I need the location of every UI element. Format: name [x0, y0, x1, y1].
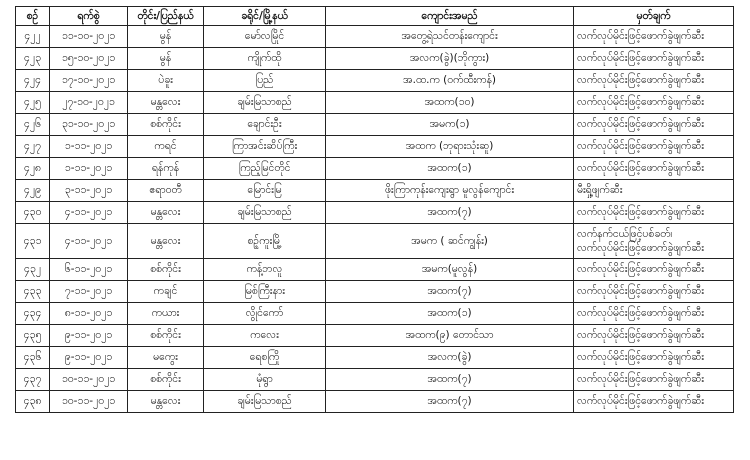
header-region: တိုင်း/ပြည်နယ်: [128, 7, 204, 26]
cell-serial: ၄၃၀: [16, 202, 50, 224]
cell-serial: ၄၂၂: [16, 26, 50, 48]
cell-serial: ၄၃၅: [16, 325, 50, 347]
cell-date: ၁-၁၁-၂၀၂၁: [50, 136, 128, 158]
cell-date: ၇-၁၁-၂၀၂၁: [50, 281, 128, 303]
cell-school: အလက(ခွဲ): [326, 347, 574, 369]
table-row: [16, 202, 734, 224]
header-serial: စဉ်: [16, 7, 50, 26]
cell-serial: ၄၃၆: [16, 347, 50, 369]
incident-table: [15, 6, 734, 413]
cell-township: ပြည်: [204, 70, 326, 92]
cell-date: ၂၇-၁၀-၂၀၂၁: [50, 92, 128, 114]
cell-school: အထက(၇): [326, 202, 574, 224]
cell-date: ၁၁-၁၀-၂၀၂၁: [50, 26, 128, 48]
cell-remark: လက်လုပ်မိုင်းဖြင့်ဖောက်ခွဲဖျက်ဆီး: [574, 369, 734, 391]
cell-date: ၈-၁၁-၂၀၂၁: [50, 303, 128, 325]
cell-date: ၄-၁၁-၂၀၂၁: [50, 202, 128, 224]
cell-township: ကလေး: [204, 325, 326, 347]
table-row: [16, 303, 734, 325]
cell-township: ကြည့်မြင်တိုင်: [204, 158, 326, 180]
cell-region: ဧရာဝတီ: [128, 180, 204, 202]
cell-region: ကရင်: [128, 136, 204, 158]
cell-region: ကယား: [128, 303, 204, 325]
cell-serial: ၄၂၇: [16, 136, 50, 158]
cell-date: ၉-၁၁-၂၀၂၁: [50, 325, 128, 347]
table-header-row: [16, 7, 734, 26]
cell-township: ချမ်းမြသာစည်: [204, 391, 326, 413]
cell-date: ၁၀-၁၁-၂၀၂၁: [50, 391, 128, 413]
table-row: [16, 92, 734, 114]
cell-region: ပဲခူး: [128, 70, 204, 92]
cell-township: လွိုင်ကော်: [204, 303, 326, 325]
cell-serial: ၄၃၄: [16, 303, 50, 325]
cell-date: ၄-၁၁-၂၀၂၁: [50, 224, 128, 259]
cell-township: မော်လမြိုင်: [204, 26, 326, 48]
cell-school: အတွေ့ရဲသင်တန်းကျောင်း: [326, 26, 574, 48]
table-row: [16, 114, 734, 136]
cell-region: မွန်: [128, 48, 204, 70]
cell-region: စစ်ကိုင်း: [128, 325, 204, 347]
table-row: [16, 369, 734, 391]
cell-township: ချောင်းဦး: [204, 114, 326, 136]
cell-serial: ၄၂၄: [16, 70, 50, 92]
cell-remark: လက်လုပ်မိုင်းဖြင့်ဖောက်ခွဲဖျက်ဆီး: [574, 92, 734, 114]
cell-serial: ၄၂၉: [16, 180, 50, 202]
cell-remark: လက်လုပ်မိုင်းဖြင့်ဖောက်ခွဲဖျက်ဆီး: [574, 26, 734, 48]
cell-remark: လက်လုပ်မိုင်းဖြင့်ဖောက်ခွဲဖျက်ဆီး: [574, 114, 734, 136]
cell-region: စစ်ကိုင်း: [128, 369, 204, 391]
table-row: [16, 48, 734, 70]
cell-serial: ၄၂၅: [16, 92, 50, 114]
cell-school: အ.ထ.က (ဝက်ထီးကန်): [326, 70, 574, 92]
cell-remark: လက်လုပ်မိုင်းဖြင့်ဖောက်ခွဲဖျက်ဆီး: [574, 347, 734, 369]
header-township: ခရိုင်/မြို့နယ်: [204, 7, 326, 26]
cell-region: ကချင်: [128, 281, 204, 303]
cell-remark: လက်လုပ်မိုင်းဖြင့်ဖောက်ခွဲဖျက်ဆီး: [574, 259, 734, 281]
cell-date: ၃-၁၁-၂၀၂၁: [50, 180, 128, 202]
cell-date: ၆-၁၁-၂၀၂၁: [50, 259, 128, 281]
cell-remark: လက်လုပ်မိုင်းဖြင့်ဖောက်ခွဲဖျက်ဆီး: [574, 303, 734, 325]
cell-township: မုံရွာ: [204, 369, 326, 391]
cell-school: အထက(၁၀): [326, 92, 574, 114]
cell-township: စဉ့်ကူးမြို့: [204, 224, 326, 259]
cell-township: ကန့်ဘလူ: [204, 259, 326, 281]
cell-date: ၁၀-၁၁-၂၀၂၁: [50, 369, 128, 391]
cell-date: ၁၅-၁၀-၂၀၂၁: [50, 48, 128, 70]
cell-remark: လက်လုပ်မိုင်းဖြင့်ဖောက်ခွဲဖျက်ဆီး: [574, 325, 734, 347]
table-row: [16, 70, 734, 92]
cell-region: မွန်: [128, 26, 204, 48]
cell-serial: ၄၂၃: [16, 48, 50, 70]
cell-school: အထက(၁): [326, 303, 574, 325]
cell-remark: လက်လုပ်မိုင်းဖြင့်ဖောက်ခွဲဖျက်ဆီး: [574, 70, 734, 92]
table-row: [16, 325, 734, 347]
cell-serial: ၄၃၁: [16, 224, 50, 259]
table-row: [16, 180, 734, 202]
cell-region: မန္တလေး: [128, 391, 204, 413]
cell-remark: လက်လုပ်မိုင်းဖြင့်ဖောက်ခွဲဖျက်ဆီး: [574, 48, 734, 70]
cell-school: အထက(၇): [326, 281, 574, 303]
cell-region: မန္တလေး: [128, 224, 204, 259]
table-row: [16, 391, 734, 413]
header-date: ရက်စွဲ: [50, 7, 128, 26]
cell-date: ၁-၁၁-၂၀၂၁: [50, 158, 128, 180]
cell-serial: ၄၃၇: [16, 369, 50, 391]
table-row: [16, 26, 734, 48]
cell-school: အမက(မူလွန်): [326, 259, 574, 281]
cell-remark: လက်လုပ်မိုင်းဖြင့်ဖောက်ခွဲဖျက်ဆီး: [574, 158, 734, 180]
cell-township: ချမ်းမြသာစည်: [204, 202, 326, 224]
table-row: [16, 136, 734, 158]
cell-remark: မီးရှို့ဖျက်ဆီး: [574, 180, 734, 202]
cell-township: ချမ်းမြသာစည်: [204, 92, 326, 114]
cell-school: အထက (ဘုရားသုံးဆူ): [326, 136, 574, 158]
table-row: [16, 158, 734, 180]
cell-region: မန္တလေး: [128, 92, 204, 114]
table-row: [16, 259, 734, 281]
header-remark: မှတ်ချက်: [574, 7, 734, 26]
table-row: [16, 347, 734, 369]
cell-date: ၃၁-၁၀-၂၀၂၁: [50, 114, 128, 136]
cell-serial: ၄၂၈: [16, 158, 50, 180]
cell-school: အထက(၇): [326, 391, 574, 413]
header-school: ကျောင်းအမည်: [326, 7, 574, 26]
cell-date: ၁၇-၁၀-၂၀၂၁: [50, 70, 128, 92]
cell-township: ကျိုက်ထို: [204, 48, 326, 70]
table-row: [16, 224, 734, 259]
remark-line: လက်လုပ်မိုင်းဖြင့်ဖောက်ခွဲဖျက်ဆီး: [577, 242, 704, 254]
cell-school: အမက ( ဆင်ကျွန်း): [326, 224, 574, 259]
cell-remark: လက်လုပ်မိုင်းဖြင့်ဖောက်ခွဲဖျက်ဆီး: [574, 202, 734, 224]
cell-township: ကြာအင်းဆိပ်ကြီး: [204, 136, 326, 158]
cell-remark: လက်လုပ်မိုင်းဖြင့်ဖောက်ခွဲဖျက်ဆီး: [574, 136, 734, 158]
cell-township: ရေစကြို: [204, 347, 326, 369]
cell-school: အထက(၇): [326, 369, 574, 391]
cell-region: စစ်ကိုင်း: [128, 259, 204, 281]
cell-township: မြစ်ကြီးနား: [204, 281, 326, 303]
cell-school: အထက(၁): [326, 158, 574, 180]
cell-school: အလက(ခွဲ)(ဘိုကွား): [326, 48, 574, 70]
cell-serial: ၄၃၃: [16, 281, 50, 303]
cell-remark: လက်လုပ်မိုင်းဖြင့်ဖောက်ခွဲဖျက်ဆီး: [574, 391, 734, 413]
table-body: [16, 26, 734, 413]
cell-remark: [574, 224, 734, 259]
cell-date: ၉-၁၁-၂၀၂၁: [50, 347, 128, 369]
cell-serial: ၄၂၆: [16, 114, 50, 136]
cell-school: ဖိုးကြာကုန်းကျေးရွာ မူလွန်ကျောင်း: [326, 180, 574, 202]
cell-region: စစ်ကိုင်း: [128, 114, 204, 136]
cell-region: မန္တလေး: [128, 202, 204, 224]
cell-region: မကွေး: [128, 347, 204, 369]
remark-line: လက်နက်ငယ်ဖြင့်ပစ်ခတ်၊: [577, 228, 673, 240]
cell-region: ရန်ကုန်: [128, 158, 204, 180]
cell-remark: လက်လုပ်မိုင်းဖြင့်ဖောက်ခွဲဖျက်ဆီး: [574, 281, 734, 303]
table-row: [16, 281, 734, 303]
cell-township: မြောင်းမြ: [204, 180, 326, 202]
cell-school: အမက(၁): [326, 114, 574, 136]
cell-serial: ၄၃၂: [16, 259, 50, 281]
cell-school: အထက(၉) တောင်သာ: [326, 325, 574, 347]
cell-serial: ၄၃၈: [16, 391, 50, 413]
